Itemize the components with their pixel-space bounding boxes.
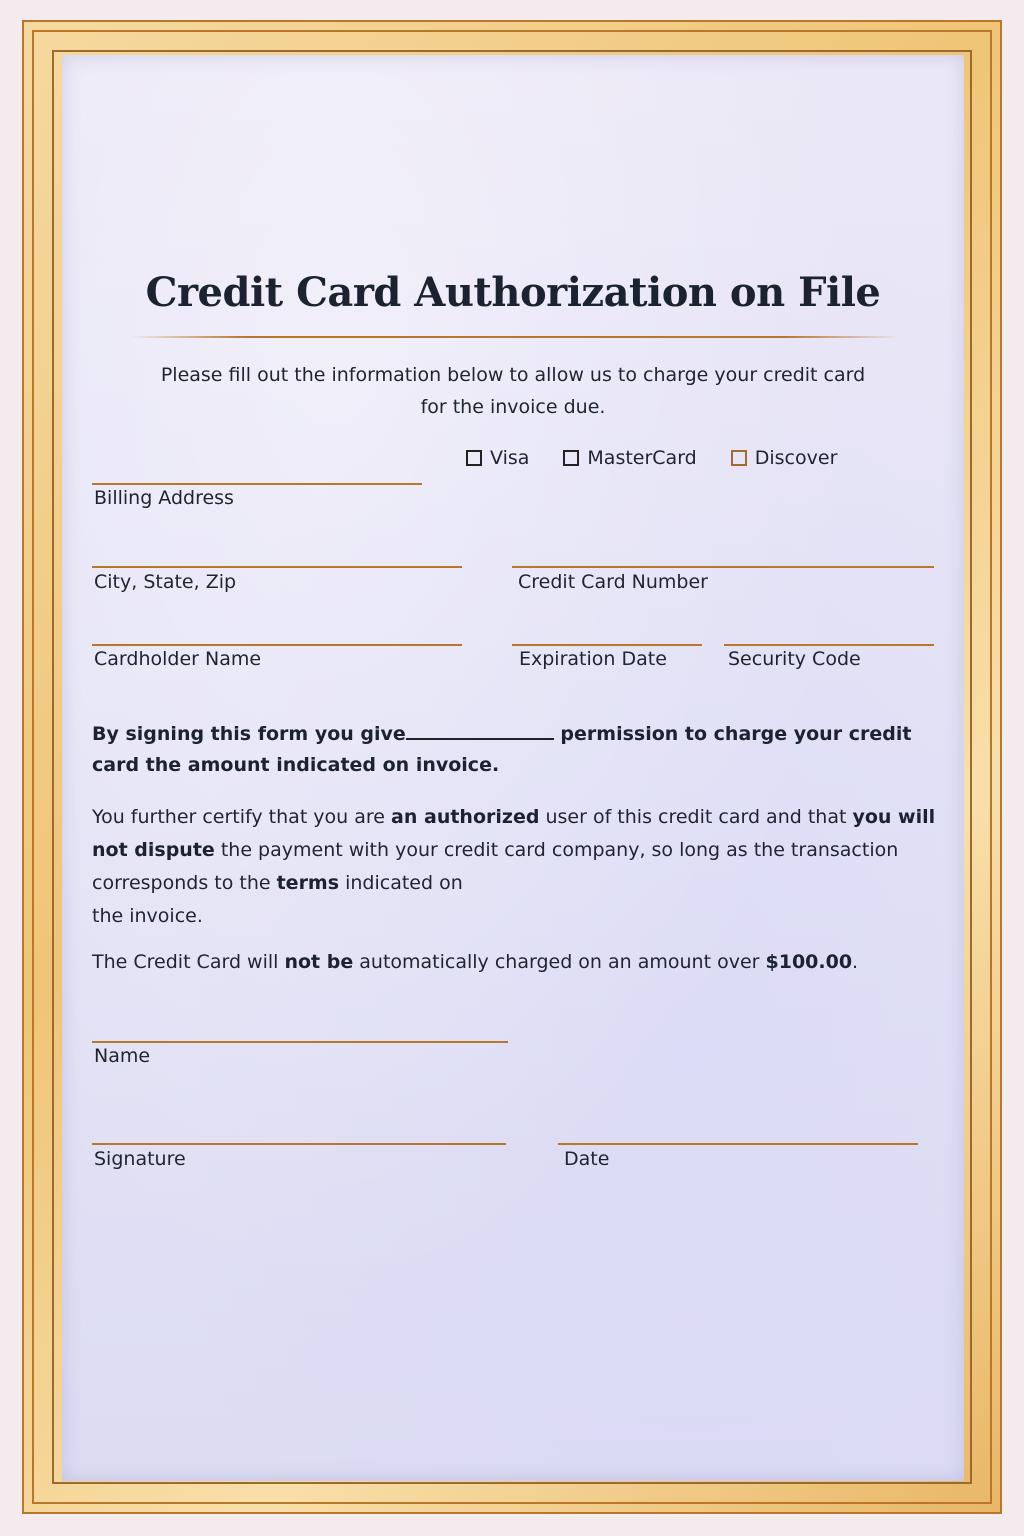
- title-divider: [130, 336, 900, 338]
- form-title: Credit Card Authorization on File: [145, 269, 881, 316]
- limit-text-3: .: [852, 951, 859, 973]
- discover-label: Discover: [754, 447, 838, 469]
- security-code-field[interactable]: [724, 644, 934, 646]
- permission-text-end: permission to charge your credit card the amount indicated on invoice.: [92, 723, 912, 776]
- security-code-label: Security Code: [728, 648, 861, 670]
- certification-paragraph: [92, 801, 942, 933]
- signature-label: Signature: [94, 1148, 186, 1170]
- charge-limit-paragraph: [92, 946, 942, 979]
- certify-bold-1: an authorized: [391, 806, 540, 828]
- card-option-mastercard[interactable]: [563, 447, 696, 469]
- cardholder-name-label: Cardholder Name: [94, 648, 262, 670]
- permission-text-start: By signing this form you give: [92, 723, 406, 745]
- certify-text-3: the payment with your credit card company, so long as the transaction corresponds to the: [92, 839, 899, 894]
- limit-text-1: The Credit Card will: [92, 951, 285, 973]
- permission-statement: [92, 719, 962, 781]
- certify-text-5: the invoice.: [92, 905, 203, 927]
- certify-text-1: You further certify that you are: [92, 806, 392, 828]
- visa-checkbox[interactable]: [466, 450, 482, 466]
- city-state-zip-field[interactable]: [92, 566, 462, 568]
- discover-checkbox[interactable]: [731, 450, 747, 466]
- credit-card-number-label: Credit Card Number: [518, 571, 708, 593]
- certify-bold-2: you will not dispute: [92, 806, 936, 861]
- name-field[interactable]: [92, 1041, 508, 1043]
- limit-bold-1: not be: [284, 951, 354, 973]
- city-state-zip-label: City, State, Zip: [94, 571, 237, 593]
- signature-field[interactable]: [92, 1143, 506, 1145]
- certify-text-4: indicated on: [339, 872, 463, 894]
- card-option-discover[interactable]: [731, 447, 838, 469]
- gold-frame: [22, 20, 1002, 1514]
- instructions-line-1: Please fill out the information below to allow us to charge your credit card: [160, 364, 866, 386]
- expiration-date-label: Expiration Date: [519, 648, 667, 670]
- mastercard-label: MasterCard: [587, 447, 697, 469]
- card-type-options: [466, 447, 837, 469]
- form-instructions: [102, 359, 924, 423]
- name-label: Name: [94, 1045, 151, 1067]
- expiration-date-field[interactable]: [512, 644, 702, 646]
- date-label: Date: [564, 1148, 610, 1170]
- limit-amount: $100.00: [765, 951, 853, 973]
- limit-text-2: automatically charged on an amount over: [353, 951, 766, 973]
- billing-address-field[interactable]: [92, 483, 422, 485]
- business-name-blank[interactable]: [406, 720, 554, 740]
- certify-text-2: user of this credit card and that: [539, 806, 853, 828]
- date-field[interactable]: [558, 1143, 918, 1145]
- credit-card-number-field[interactable]: [512, 566, 934, 568]
- card-option-visa[interactable]: [466, 447, 529, 469]
- mastercard-checkbox[interactable]: [563, 450, 579, 466]
- cardholder-name-field[interactable]: [92, 644, 462, 646]
- visa-label: Visa: [490, 447, 530, 469]
- instructions-line-2: for the invoice due.: [420, 396, 606, 418]
- billing-address-label: Billing Address: [94, 487, 234, 509]
- certify-bold-3: terms: [276, 872, 340, 894]
- form-paper: [62, 55, 964, 1481]
